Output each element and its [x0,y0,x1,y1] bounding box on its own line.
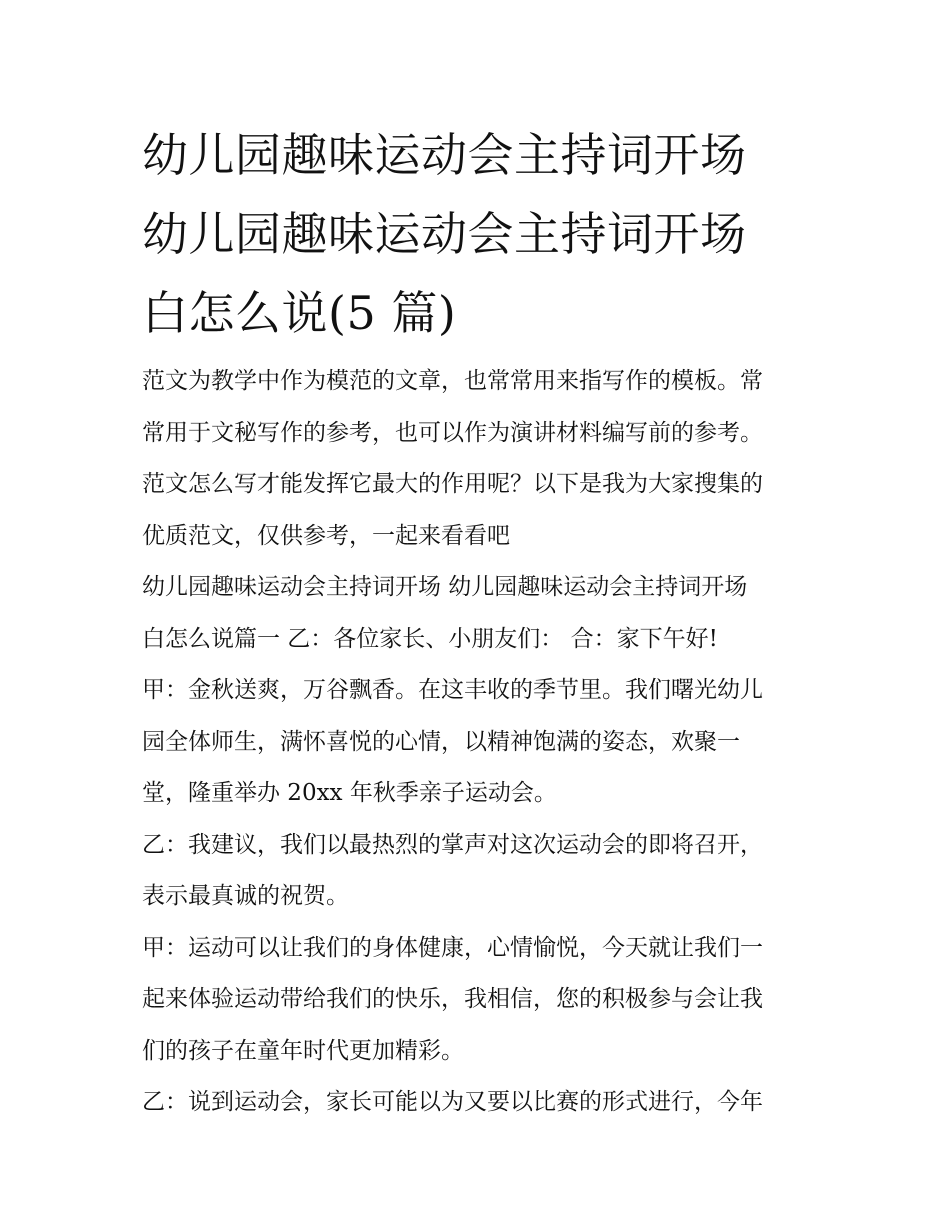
title-line-3: 白怎么说(5 篇) [142,286,457,340]
body-line-4: 优质范文，仅供参考，一起来看看吧 [142,522,510,549]
body-line-5: 幼儿园趣味运动会主持词开场 幼儿园趣味运动会主持词开场 [142,574,748,600]
document-body [142,356,832,1129]
body-line-15: 乙：说到运动会，家长可能以为又要以比赛的形式进行，今年 [142,1089,763,1115]
title-line-2: 幼儿园趣味运动会主持词开场 [142,207,747,261]
title-line-1: 幼儿园趣味运动会主持词开场 [142,128,747,182]
body-line-14: 们的孩子在童年时代更加精彩。 [142,1037,464,1064]
body-line-7: 甲：金秋送爽，万谷飘香。在这丰收的季节里。我们曙光幼儿 [142,677,763,703]
document-title [142,116,832,353]
body-line-9: 堂，隆重举办 20xx 年秋季亲子运动会。 [142,780,557,806]
body-line-11: 表示最真诚的祝贺。 [142,883,349,909]
body-line-8: 园全体师生，满怀喜悦的心情，以精神饱满的姿态，欢聚一 [142,728,740,755]
body-line-3: 范文怎么写才能发挥它最大的作用呢？以下是我为大家搜集的 [142,471,763,497]
body-line-13: 起来体验运动带给我们的快乐，我相信，您的积极参与会让我 [142,986,763,1012]
body-line-12: 甲：运动可以让我们的身体健康，心情愉悦，今天就让我们一 [142,934,763,961]
body-line-10: 乙：我建议，我们以最热烈的掌声对这次运动会的即将召开， [142,831,763,858]
body-line-2: 常用于文秘写作的参考，也可以作为演讲材料编写前的参考。 [142,419,763,446]
body-line-1: 范文为教学中作为模范的文章，也常常用来指写作的模板。常 [142,368,763,394]
body-line-6: 白怎么说篇一 乙：各位家长、小朋友们： 合：家下午好! [142,625,718,652]
